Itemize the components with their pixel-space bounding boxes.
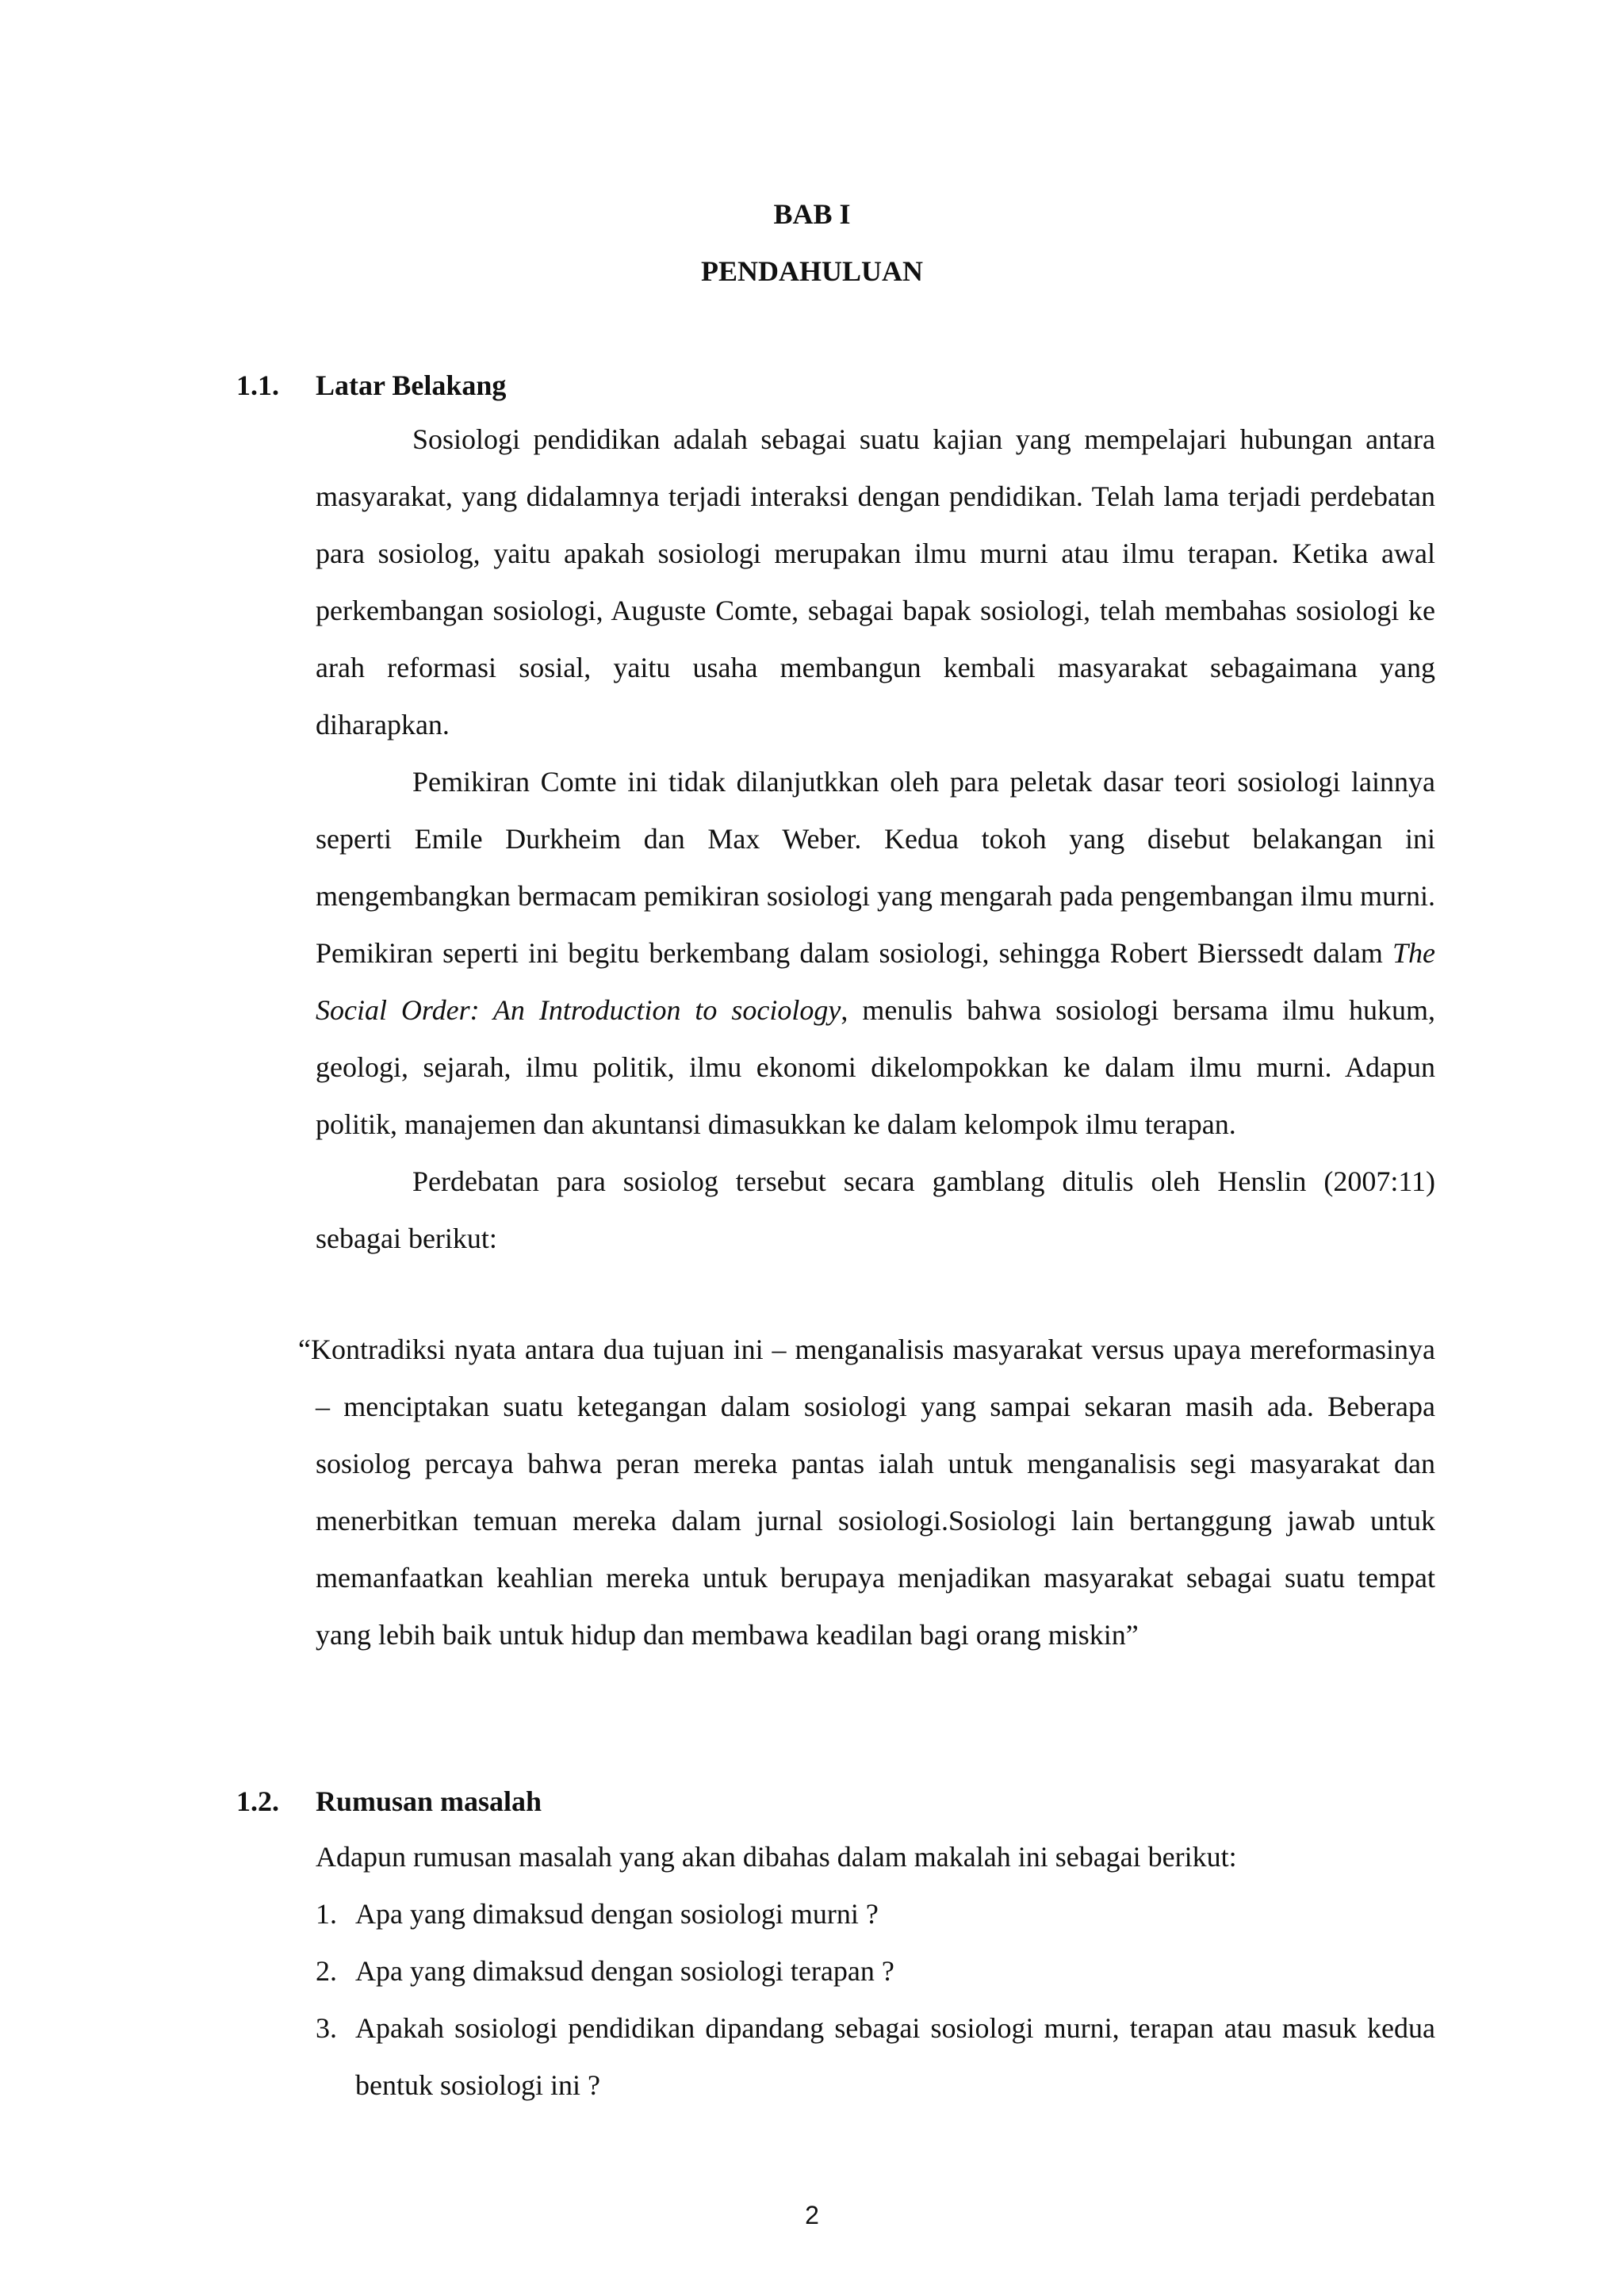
page-number: 2 [805,2201,819,2229]
paragraph-2-text-a: Pemikiran Comte ini tidak dilanjutkkan oleh para peletak dasar teori sosiologi lainnya seperti Emile Durkheim dan Max Weber. Kedua tokoh yang disebut belakangan ini mengembangkan bermacam pemikiran sosiologi yang mengarah pada pengembangan ilmu murni. Pemikiran seperti ini begitu berkembang dalam sosiologi, sehingga Robert Bierssedt dalam [316,766,1435,969]
paragraph-3: Perdebatan para sosiolog tersebut secara gamblang ditulis oleh Henslin (2007:11) sebagai berikut: [316,1165,1435,1254]
paragraph-1: Sosiologi pendidikan adalah sebagai suatu kajian yang mempelajari hubungan antara masyarakat, yang didalamnya terjadi interaksi dengan pendidikan. Telah lama terjadi perdebatan para sosiolog, yaitu apakah sosiologi merupakan ilmu murni atau ilmu terapan. Ketika awal perkembangan sosiologi, Auguste Comte, sebagai bapak sosiologi, telah membahas sosiologi ke arah reformasi sosial, yaitu usaha membangun kembali masyarakat sebagaimana yang diharapkan. [316,423,1435,740]
list-item [316,1999,1435,2114]
section-heading-latar-belakang [236,368,506,403]
latar-belakang-body [316,411,1435,1267]
list-item-text: Apakah sosiologi pendidikan dipandang sebagai sosiologi murni, terapan atau masuk kedua bentuk sosiologi ini ? [355,2012,1435,2101]
list-item-number: 3. [316,2012,337,2044]
list-item [316,1885,1435,1942]
list-item-text: Apa yang dimaksud dengan sosiologi murni ? [355,1898,879,1930]
list-item-number: 2. [316,1955,337,1987]
chapter-number: BAB I [773,198,851,230]
list-item-number: 1. [316,1898,337,1930]
chapter-title: PENDAHULUAN [700,255,923,287]
list-item-text: Apa yang dimaksud dengan sosiologi terapan ? [355,1955,894,1987]
section-title: Rumusan masalah [316,1785,542,1817]
paragraph-2 [316,753,1435,1153]
rumusan-intro: Adapun rumusan masalah yang akan dibahas dalam makalah ini sebagai berikut: [316,1841,1237,1873]
paragraph-2-text-b: , menulis bahwa sosiologi bersama ilmu hukum, geologi, sejarah, ilmu politik, ilmu ekonomi dikelompokkan ke dalam ilmu murni. Adapun politik, manajemen dan akuntansi dimasukkan ke dalam kelompok ilmu terapan. [316,994,1435,1140]
section-title: Latar Belakang [316,369,507,401]
quote-text: “Kontradiksi nyata antara dua tujuan ini – menganalisis masyarakat versus upaya mereformasinya – menciptakan suatu ketegangan dalam sosiologi yang sampai sekaran masih ada. Beberapa sosiolog percaya bahwa peran mereka pantas ialah untuk menganalisis segi masyarakat dan menerbitkan temuan mereka dalam jurnal sosiologi.Sosiologi lain bertanggung jawab untuk memanfaatkan keahlian mereka untuk berupaya menjadikan masyarakat sebagai suatu tempat yang lebih baik untuk hidup dan membawa keadilan bagi orang miskin” [298,1334,1435,1651]
henslin-quote [298,1321,1435,1663]
rumusan-list [316,1885,1435,2114]
book-title: The Social Order: An Introduction to sociology [316,937,1435,1026]
rumusan-masalah-body [316,1828,1435,2114]
section-number: 1.2. [236,1785,279,1817]
section-number: 1.1. [236,369,279,401]
list-item [316,1942,1435,1999]
section-heading-rumusan-masalah [236,1784,542,1819]
